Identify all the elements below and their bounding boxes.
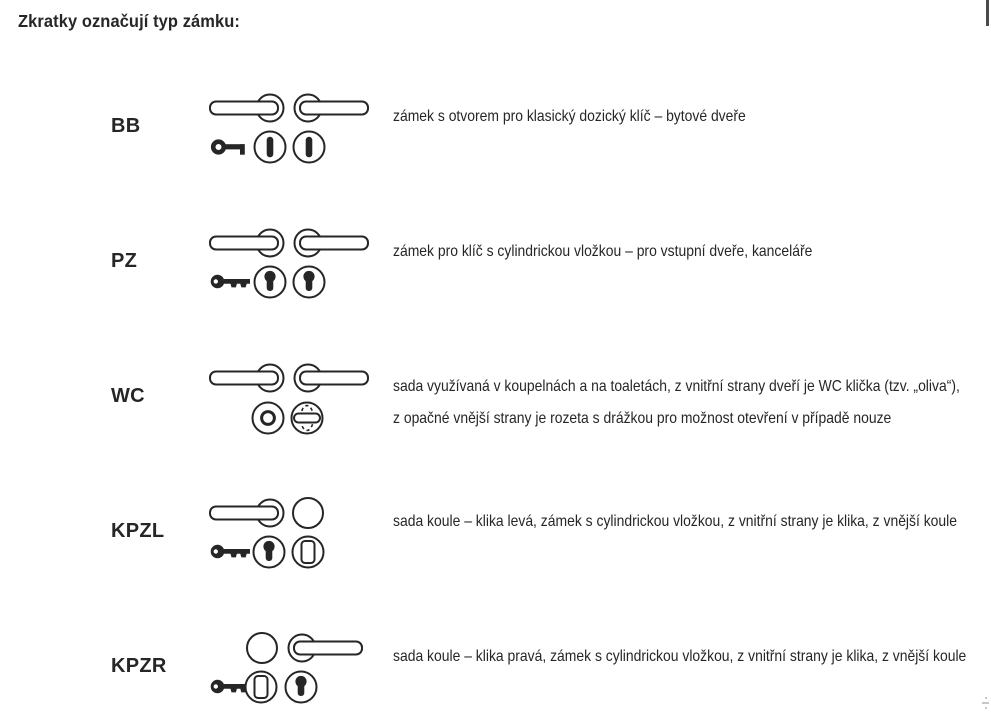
pz-keyhole-rosette-icon: [294, 267, 325, 298]
description-line: sada využívaná v koupelnách a na toaletách, z vnitřní strany dveří je WC klička (tzv. „oliva“),: [393, 378, 960, 395]
cylinder-key-icon: [211, 545, 250, 559]
lever-handle-left-icon: [210, 365, 284, 392]
page-scan-artifact: [985, 707, 987, 709]
lock-type-row-bb: [0, 90, 991, 168]
lock-type-code: KPZL: [111, 520, 165, 542]
lever-handle-left-icon: [210, 230, 284, 257]
pz-keyhole-rosette-icon: [254, 537, 285, 568]
lever-handle-left-icon: [210, 500, 284, 527]
lock-type-description: [393, 641, 966, 673]
lever-handle-left-icon: [210, 95, 284, 122]
bb-key-icon: [213, 142, 245, 155]
page-edge-mark: [986, 0, 989, 26]
description-line: sada koule – klika levá, zámek s cylindrickou vložkou, z vnitřní strany je klika, z vnější koule: [393, 513, 958, 530]
wc-oliva-knob-icon: [292, 403, 323, 434]
description-line: sada koule – klika pravá, zámek s cylindrickou vložkou, z vnitřní strany je klika, z vnější koule: [393, 648, 967, 665]
lever-handle-right-icon: [295, 230, 369, 257]
description-line: z opačné vnější strany je rozeta s drážkou pro možnost otevření v případě nouze: [393, 410, 892, 427]
lock-type-row-wc: [0, 360, 991, 438]
cylinder-key-icon: [211, 275, 250, 289]
pz-keyhole-rosette-icon: [255, 267, 286, 298]
lock-type-description: [393, 236, 812, 268]
lever-handle-right-icon: [289, 635, 363, 662]
lock-pictogram-kpzl: [205, 495, 383, 573]
description-line: zámek pro klíč s cylindrickou vložkou – pro vstupní dveře, kanceláře: [393, 243, 813, 260]
lever-handle-right-icon: [295, 95, 369, 122]
round-knob-icon: [247, 633, 277, 663]
lock-type-description: [393, 101, 746, 133]
lock-type-code: KPZR: [111, 655, 167, 677]
pz-keyhole-rosette-icon: [286, 672, 317, 703]
lock-type-row-kpzl: [0, 495, 991, 573]
lock-type-row-pz: [0, 225, 991, 303]
wc-groove-rosette-icon: [253, 403, 284, 434]
lock-type-description: [393, 506, 957, 538]
knob-rosette-icon: [246, 672, 277, 703]
round-knob-icon: [293, 498, 323, 528]
lock-pictogram-kpzr: [205, 630, 383, 708]
lock-type-row-kpzr: [0, 630, 991, 708]
lock-type-code: PZ: [111, 250, 138, 272]
cylinder-key-icon: [211, 680, 250, 694]
lock-type-code: WC: [111, 385, 145, 407]
lock-type-description: [393, 371, 960, 435]
page-title: Zkratky označují typ zámku:: [18, 11, 240, 31]
lock-pictogram-wc: [205, 360, 383, 438]
bb-keyhole-rosette-icon: [255, 132, 286, 163]
lever-handle-right-icon: [295, 365, 369, 392]
description-line: zámek s otvorem pro klasický dozický klíč – bytové dveře: [393, 108, 746, 125]
lock-pictogram-bb: [205, 90, 383, 168]
lock-type-code: BB: [111, 115, 141, 137]
page-scan-artifact: [985, 697, 987, 699]
knob-rosette-icon: [293, 537, 324, 568]
page-scan-artifact: [982, 702, 989, 704]
bb-keyhole-rosette-icon: [294, 132, 325, 163]
lock-pictogram-pz: [205, 225, 383, 303]
